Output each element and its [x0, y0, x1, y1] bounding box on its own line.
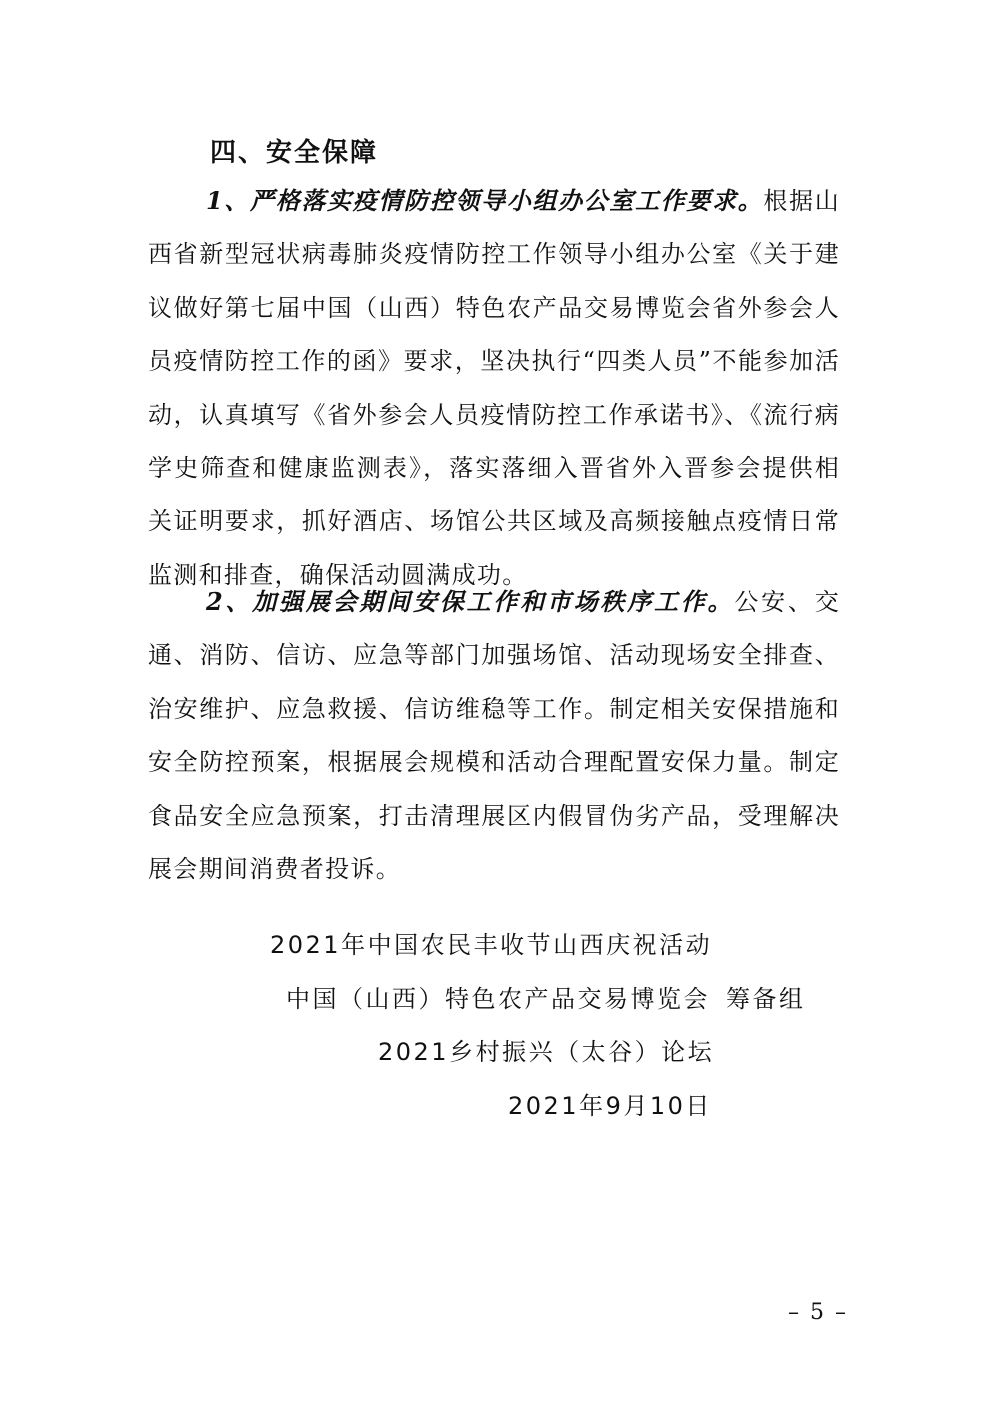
section-heading: 四、安全保障 — [210, 138, 379, 168]
paragraph-text: 根据山西省新型冠状病毒肺炎疫情防控工作领导小组办公室《关于建议做好第七届中国（山西）特色农产品交易博览会省外参会人员疫情防控工作的函》要求，坚决执行“四类人员”不能参加活动，认真填写《省外参会人员疫情防控工作承诺书》、《流行病学史筛查和健康监测表》，落实落细入晋省外入晋参会提供相关证明要求，抓好酒店、场馆公共区域及高频接触点疫情日常监测和排查，确保活动圆满成功。 — [148, 187, 840, 589]
signature-line-forum: 2021乡村振兴（太谷）论坛 — [378, 1038, 715, 1066]
paragraph-security-order — [148, 575, 840, 896]
paragraph-lead: 1、严格落实疫情防控领导小组办公室工作要求。 — [206, 186, 764, 215]
signature-suffix: 筹备组 — [726, 985, 806, 1013]
paragraph-text: 公安、交通、消防、信访、应急等部门加强场馆、活动现场安全排查、治安维护、应急救援、信访维稳等工作。制定相关安保措施和安全防控预案，根据展会规模和活动合理配置安保力量。制定食品安全应急预案，打击清理展区内假冒伪劣产品，受理解决展会期间消费者投诉。 — [148, 588, 841, 884]
paragraph-epidemic-control — [148, 174, 840, 602]
signature-org: 中国（山西）特色农产品交易博览会 — [286, 985, 710, 1013]
signature-date: 2021年9月10日 — [508, 1092, 712, 1120]
signature-line-expo — [286, 979, 806, 1019]
paragraph-lead: 2、加强展会期间安保工作和市场秩序工作。 — [206, 587, 735, 616]
page-number: – 5 – — [788, 1300, 848, 1325]
signature-line-festival: 2021年中国农民丰收节山西庆祝活动 — [270, 931, 713, 959]
